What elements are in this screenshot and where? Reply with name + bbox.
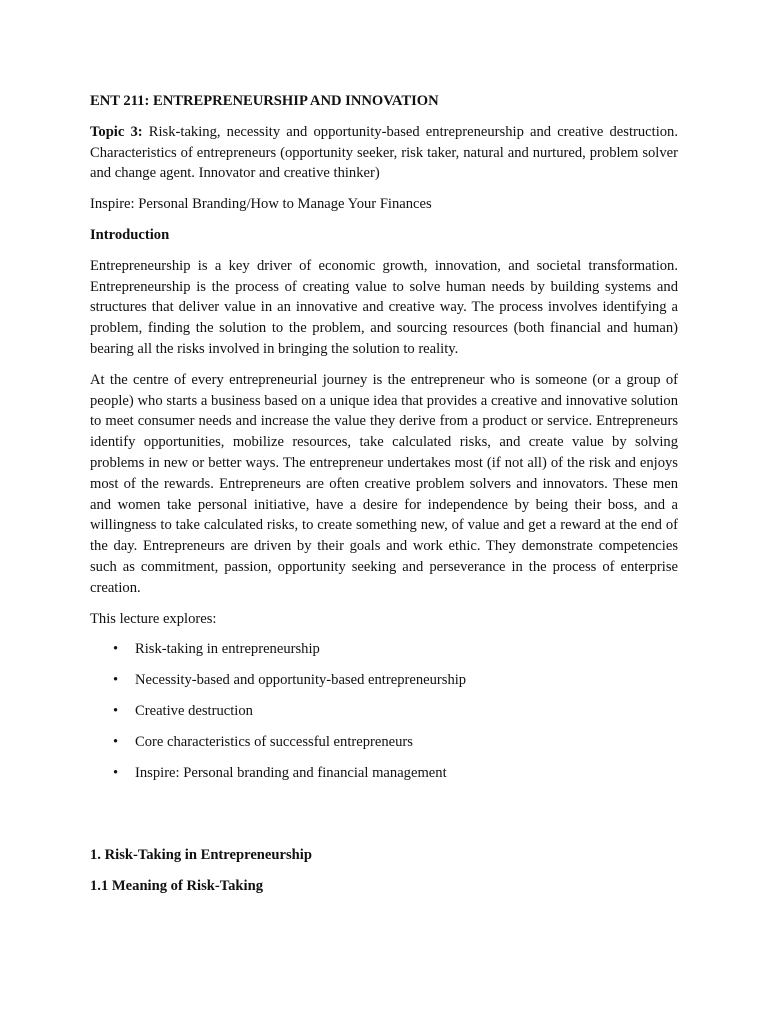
section-spacer: [90, 793, 678, 845]
bullet-icon: •: [113, 641, 119, 658]
section-1-1-heading: 1.1 Meaning of Risk-Taking: [90, 878, 264, 895]
list-item: [90, 732, 678, 753]
bullet-icon: •: [113, 702, 119, 719]
topic-label: Topic 3:: [90, 123, 143, 140]
intro-paragraph-1: Entrepreneurship is a key driver of economic growth, innovation, and societal transformation. Entrepreneurship is the process of creating value to solve human needs by building systems and structures that deliver value in an innovative and creative way. The process involves identifying a problem, finding the solution to the problem, and sourcing resources (both financial and human) bearing all the risks involved in bringing the solution to reality.: [90, 257, 678, 357]
list-item: [90, 639, 678, 660]
list-item-text: Creative destruction: [135, 702, 253, 719]
list-item: [90, 763, 678, 784]
bullet-icon: •: [113, 672, 119, 689]
list-item-text: Risk-taking in entrepreneurship: [135, 641, 320, 658]
list-item: [90, 670, 678, 691]
introduction-heading: Introduction: [90, 226, 170, 243]
bullet-icon: •: [113, 764, 119, 781]
inspire-line: Inspire: Personal Branding/How to Manage Your Finances: [90, 196, 432, 213]
list-item-text: Inspire: Personal branding and financial management: [135, 764, 447, 781]
list-item-text: Core characteristics of successful entrepreneurs: [135, 733, 413, 750]
list-item-text: Necessity-based and opportunity-based entrepreneurship: [135, 672, 467, 689]
topic-paragraph: [90, 122, 678, 184]
topic-text: Risk-taking, necessity and opportunity-based entrepreneurship and creative destruction. Characteristics of entrepreneurs (opportunity seeker, risk taker, natural and nurtured, problem solver and change agent. Innovator and creative thinker): [90, 123, 678, 182]
list-item: [90, 701, 678, 722]
explores-intro: This lecture explores:: [90, 610, 217, 627]
intro-paragraph-2: At the centre of every entrepreneurial journey is the entrepreneur who is someone (or a group of people) who starts a business based on a unique idea that provides a creative and innovative solution to meet consumer needs and increase the value they derive from a product or service. Entrepreneurs identify opportunities, mobilize resources, take calculated risks, and create value by solving problems in new or better ways. The entrepreneur undertakes most (if not all) of the risk and enjoys most of the rewards. Entrepreneurs are often creative problem solvers and innovators. These men and women take personal initiative, have a desire for independence by being their boss, and a willingness to take calculated risks, to create something new, of value and get a reward at the end of the day. Entrepreneurs are driven by their goals and work ethic. They demonstrate competencies such as commitment, passion, opportunity seeking and perseverance in the process of enterprise creation.: [90, 371, 678, 596]
document-title: ENT 211: ENTREPRENEURSHIP AND INNOVATION: [90, 93, 439, 109]
bullet-icon: •: [113, 733, 119, 750]
topics-bullet-list: [90, 639, 678, 783]
section-1-heading: 1. Risk-Taking in Entrepreneurship: [90, 847, 312, 864]
